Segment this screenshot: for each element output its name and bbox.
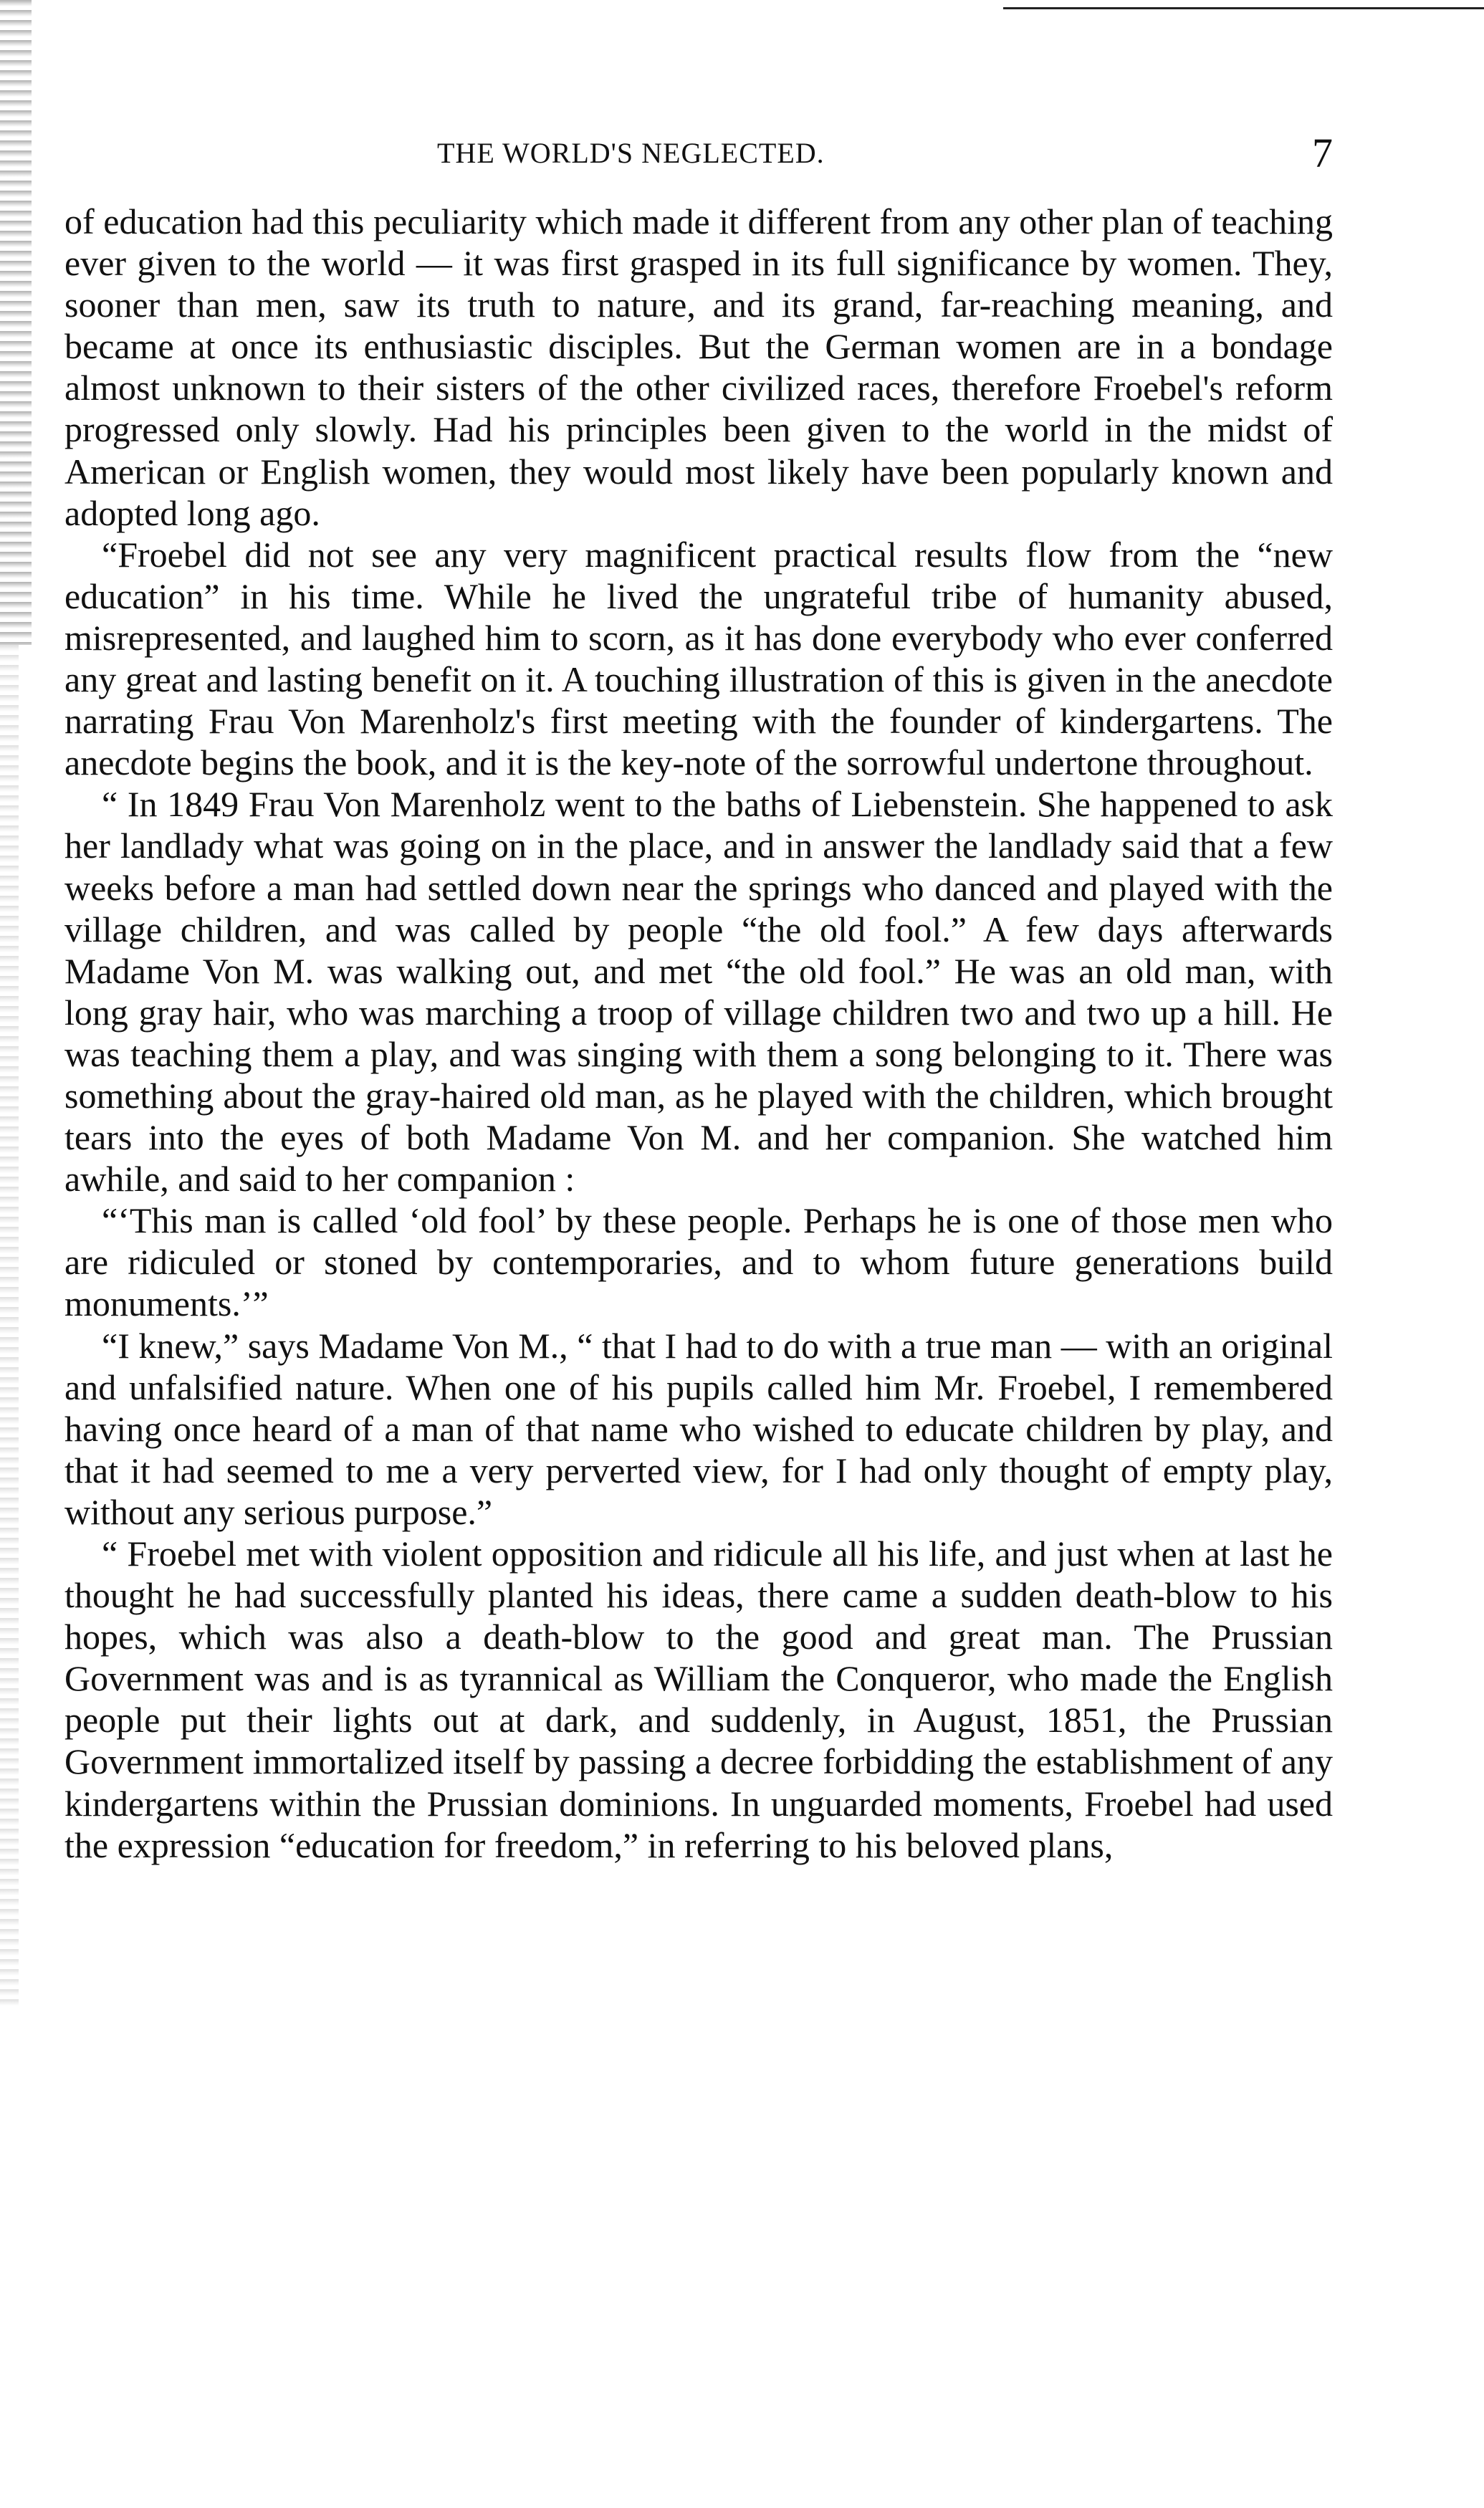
running-head: THE WORLD'S NEGLECTED.	[437, 137, 825, 169]
paragraph: “ In 1849 Frau Von Marenholz went to the baths of Liebenstein. She happened to ask her landlady what was going on in the place, and in answer the landlady said that a few weeks before a man had settled down near the springs who danced and played with the village children, and was called by people “the old fool.” A few days afterwards Madame Von M. was walking out, and met “the old fool.” He was an old man, with long gray hair, who was marching a troop of village children two and two up a hill. He was teaching them a play, and was singing with them a song belonging to it. There was something about the gray-haired old man, as he played with the children, which brought tears into the eyes of both Madame Von M. and her companion. She watched him awhile, and said to her companion :	[64, 784, 1333, 1200]
scan-edge-shadow	[0, 645, 19, 2006]
page-number: 7	[1312, 130, 1333, 176]
paragraph: “Froebel did not see any very magnificent practical results flow from the “new education” in his time. While he lived the ungrateful tribe of humanity abused, misrepresented, and laughed him to scorn, as it has done everybody who ever conferred any great and lasting benefit on it. A touching illustration of this is given in the anecdote narrating Frau Von Marenholz's first meeting with the founder of kindergartens. The anecdote begins the book, and it is the key-note of the sorrowful undertone throughout.	[64, 534, 1333, 783]
paragraph: “‘This man is called ‘old fool’ by these people. Perhaps he is one of those men who are ridiculed or stoned by contemporaries, and to whom future generations build monuments.’”	[64, 1200, 1333, 1324]
paragraph: “I knew,” says Madame Von M., “ that I had to do with a true man — with an original and unfalsified nature. When one of his pupils called him Mr. Froebel, I remembered having once heard of a man of that name who wished to educate children by play, and that it had seemed to me a very perverted view, for I had only thought of empty play, without any serious purpose.”	[64, 1325, 1333, 1532]
page-header	[64, 129, 1333, 186]
paragraph: of education had this peculiarity which made it different from any other plan of teaching ever given to the world — it was first grasped in its full significance by women. They, sooner than men, saw its truth to nature, and its grand, far-reaching meaning, and became at once its enthusiastic disciples. But the German women are in a bondage almost unknown to their sisters of the other civilized races, therefore Froebel's reform progressed only slowly. Had his principles been given to the world in the midst of American or English women, they would most likely have been popularly known and adopted long ago.	[64, 201, 1333, 533]
top-rule	[1003, 7, 1484, 9]
paragraph: “ Froebel met with violent opposition and ridicule all his life, and just when at last he thought he had successfully planted his ideas, there came a sudden death-blow to his hopes, which was also a death-blow to the good and great man. The Prussian Government was and is as tyrannical as William the Conqueror, who made the English people put their lights out at dark, and suddenly, in August, 1851, the Prussian Government immortalized itself by passing a decree forbidding the establishment of any kindergartens within the Prussian dominions. In unguarded moments, Froebel had used the expression “education for freedom,” in referring to his beloved plans,	[64, 1533, 1333, 1865]
scan-edge-mark	[0, 0, 32, 645]
body-text	[64, 201, 1333, 1866]
